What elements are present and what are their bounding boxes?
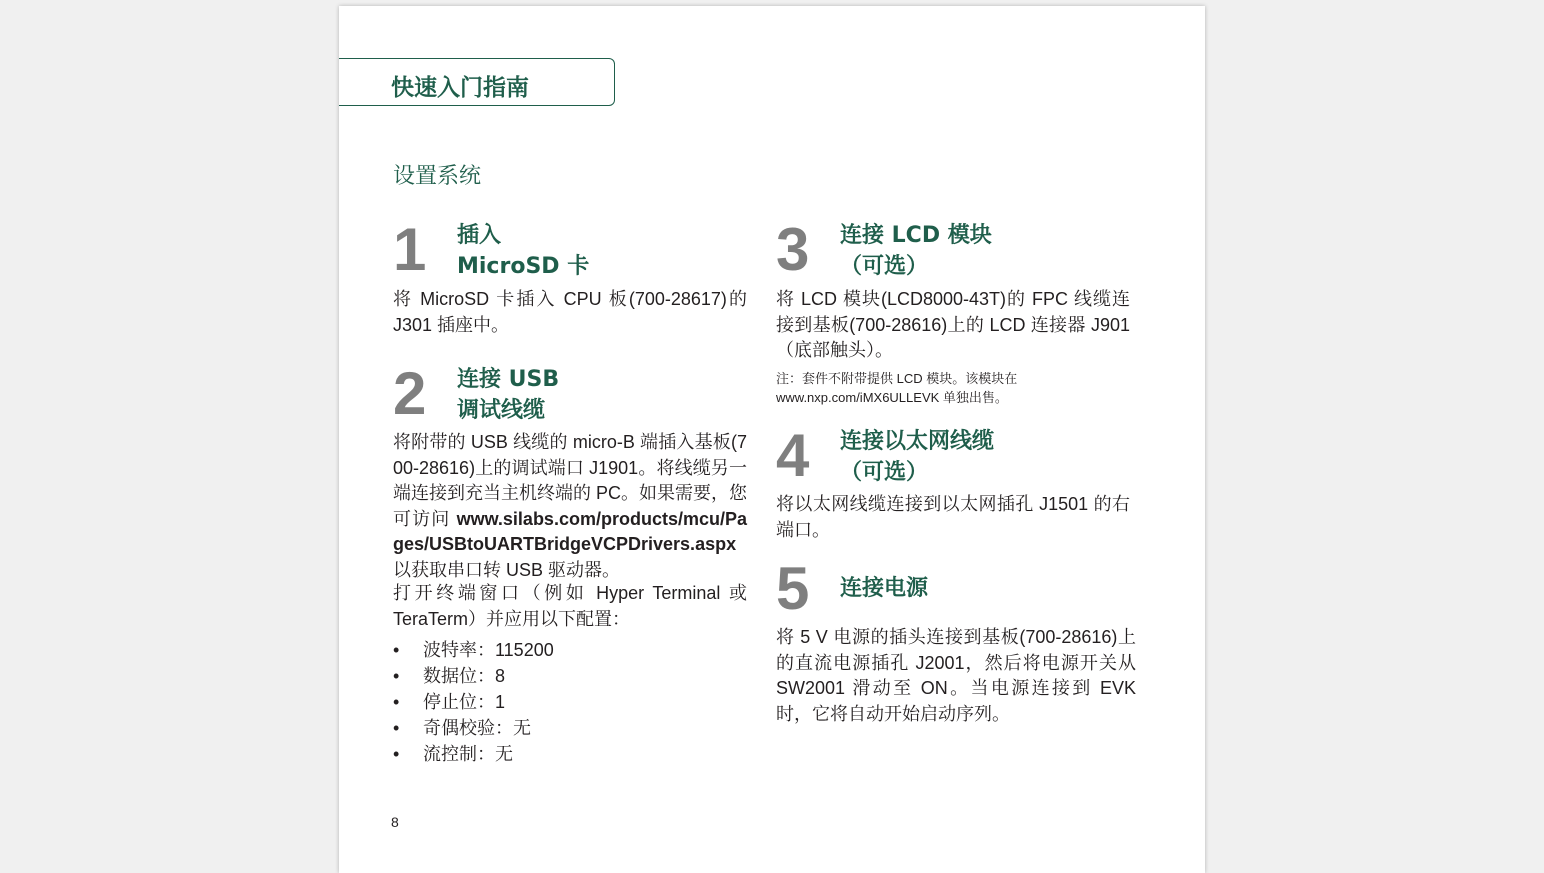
driver-download-link[interactable]: www.silabs.com/products/mcu/Pages/USBtoUARTBridgeVCPDrivers.aspx xyxy=(393,508,747,554)
step-4-number: 4 xyxy=(776,422,810,489)
bullet: • xyxy=(393,666,400,686)
step-3-number: 3 xyxy=(776,216,810,283)
step-2-number: 2 xyxy=(393,360,427,427)
bullet: • xyxy=(393,718,400,738)
step-1-title xyxy=(457,220,589,282)
step-2-title xyxy=(457,364,559,426)
step-3-title-line2: （可选） xyxy=(840,254,929,279)
config-item-data-bits: • 数据位：8 xyxy=(393,663,723,689)
step-2-title-line1: 连接 USB xyxy=(457,367,560,392)
config-item-parity: • 奇偶校验：无 xyxy=(393,715,723,741)
config-item-baud: • 波特率：115200 xyxy=(393,637,723,663)
step-4-text: 将以太网线缆连接到以太网插孔 J1501 的右端口。 xyxy=(776,494,1130,540)
step-2-text xyxy=(393,430,747,583)
step-2-text-end: 以获取串口转 USB 驱动器。 xyxy=(393,559,621,580)
bullet: • xyxy=(393,640,400,660)
guide-title: 快速入门指南 xyxy=(391,75,529,101)
guide-header-tab xyxy=(339,58,615,106)
step-2-terminal-text: 打开终端窗口（例如 Hyper Terminal 或 TeraTerm）并应用以下配置： xyxy=(393,583,747,629)
step-4-title-line1: 连接以太网线缆 xyxy=(840,429,995,454)
step-5-number: 5 xyxy=(776,555,810,622)
step-3 xyxy=(776,216,1136,283)
step-5-title xyxy=(840,573,928,604)
step-5-text: 将 5 V 电源的插头连接到基板(700-28616)上的直流电源插孔 J2001，然后将电源开关从 SW2001 滑动至 ON。当电源连接到 EVK 时，它将自动开始启动序列。 xyxy=(776,627,1136,724)
step-1-number: 1 xyxy=(393,216,427,283)
bullet: • xyxy=(393,744,400,764)
step-5-title-line1: 连接电源 xyxy=(840,576,929,601)
step-1-text: 将 MicroSD 卡插入 CPU 板(700-28617)的 J301 插座中。 xyxy=(393,289,747,335)
step-2-text-start: 将附带的 USB 线缆的 micro-B 端插入基板(700-28616)上的调试端口 J1901。将线缆另一端连接到充当主机终端的 PC。如果需要，您可访问 xyxy=(393,432,748,529)
serial-config-list xyxy=(393,637,723,767)
step-1 xyxy=(393,216,749,283)
page-number: 8 xyxy=(391,814,399,830)
step-4-title-line2: （可选） xyxy=(840,460,929,485)
document-page xyxy=(339,6,1205,873)
step-4 xyxy=(776,422,1136,489)
section-title: 设置系统 xyxy=(393,164,482,189)
config-item-flow-control: • 流控制：无 xyxy=(393,741,723,767)
step-2 xyxy=(393,360,749,427)
config-item-stop-bits: • 停止位：1 xyxy=(393,689,723,715)
step-3-note: 注：套件不附带提供 LCD 模块。该模块在 www.nxp.com/iMX6ULLEVK 单独出售。 xyxy=(776,371,1018,405)
step-4-title xyxy=(840,426,994,488)
bullet: • xyxy=(393,692,400,712)
step-1-title-line2: MicroSD 卡 xyxy=(457,254,590,279)
step-3-title xyxy=(840,220,992,282)
step-2-title-line2: 调试线缆 xyxy=(457,398,546,423)
step-1-title-line1: 插入 xyxy=(457,223,502,248)
step-3-title-line1: 连接 LCD 模块 xyxy=(840,223,992,248)
step-3-text: 将 LCD 模块(LCD8000-43T)的 FPC 线缆连接到基板(700-28616)上的 LCD 连接器 J901（底部触头）。 xyxy=(776,289,1130,360)
step-5 xyxy=(776,555,1136,622)
